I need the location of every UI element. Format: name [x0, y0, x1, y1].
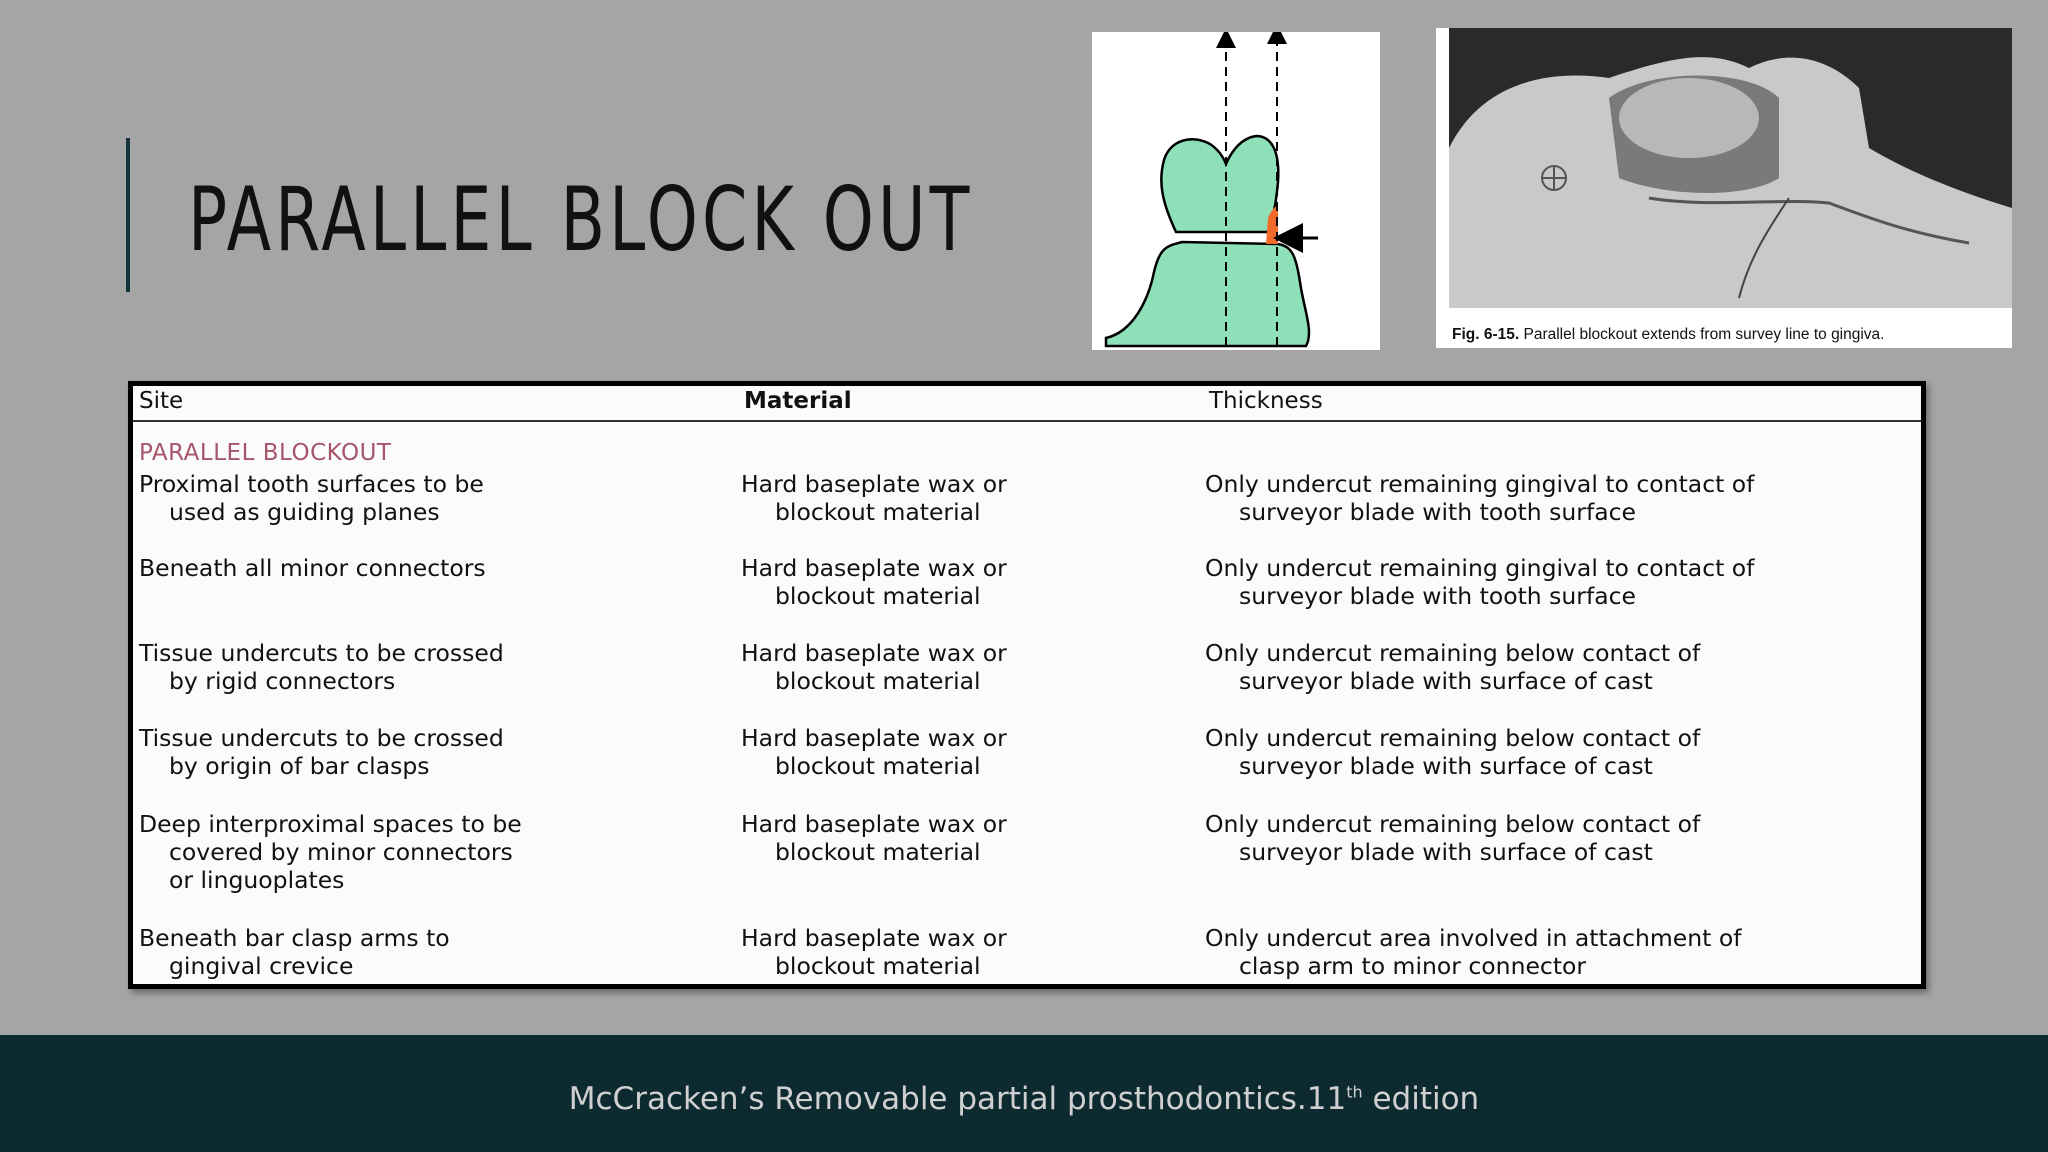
footer-citation-sup: th	[1346, 1082, 1363, 1102]
footer-citation-suffix: edition	[1362, 1081, 1480, 1117]
cast-photo	[1449, 28, 2012, 308]
footer-citation	[0, 1081, 2048, 1117]
header-material: Material	[744, 388, 852, 414]
footer-bar	[0, 1035, 2048, 1152]
section-heading: PARALLEL BLOCKOUT	[139, 440, 392, 466]
row-2-thickness: Only undercut remaining gingival to contact of surveyor blade with tooth surface	[1205, 554, 1755, 610]
row-2-material: Hard baseplate wax or blockout material	[741, 554, 1007, 610]
row-3-site: Tissue undercuts to be crossed by rigid connectors	[139, 639, 504, 695]
row-5-site: Deep interproximal spaces to be covered by minor connectors or linguoplates	[139, 810, 522, 894]
header-rule	[133, 420, 1921, 422]
slide-title: PARALLEL BLOCK OUT	[188, 168, 974, 271]
title-accent-bar	[126, 138, 130, 292]
header-thickness: Thickness	[1209, 388, 1323, 414]
figure-caption-text: Parallel blockout extends from survey line to gingiva.	[1523, 326, 1885, 343]
header-site: Site	[139, 388, 184, 414]
row-4-site: Tissue undercuts to be crossed by origin of bar clasps	[139, 724, 504, 780]
tooth-diagram	[1092, 32, 1380, 350]
row-5-thickness: Only undercut remaining below contact of surveyor blade with surface of cast	[1205, 810, 1701, 866]
row-4-material: Hard baseplate wax or blockout material	[741, 724, 1007, 780]
crown-shape	[1161, 136, 1278, 232]
figure-caption	[1452, 326, 1885, 344]
row-4-thickness: Only undercut remaining below contact of surveyor blade with surface of cast	[1205, 724, 1701, 780]
row-3-material: Hard baseplate wax or blockout material	[741, 639, 1007, 695]
row-3-thickness: Only undercut remaining below contact of surveyor blade with surface of cast	[1205, 639, 1701, 695]
row-2-site: Beneath all minor connectors	[139, 554, 486, 582]
row-6-material: Hard baseplate wax or blockout material	[741, 924, 1007, 980]
footer-citation-text: McCracken’s Removable partial prosthodontics.11	[568, 1081, 1347, 1117]
tooth-diagram-svg	[1092, 32, 1380, 350]
row-1-thickness: Only undercut remaining gingival to contact of surveyor blade with tooth surface	[1205, 470, 1755, 526]
figure-caption-label: Fig. 6-15.	[1452, 326, 1520, 343]
blockout-table	[128, 381, 1926, 989]
row-1-material: Hard baseplate wax or blockout material	[741, 470, 1007, 526]
row-5-material: Hard baseplate wax or blockout material	[741, 810, 1007, 866]
row-6-thickness: Only undercut area involved in attachment of clasp arm to minor connector	[1205, 924, 1742, 980]
row-1-site: Proximal tooth surfaces to be used as guiding planes	[139, 470, 484, 526]
gingiva-shape	[1106, 242, 1309, 346]
cast-photo-svg	[1449, 28, 2012, 308]
row-6-site: Beneath bar clasp arms to gingival crevice	[139, 924, 450, 980]
cast-photo-figure	[1436, 28, 2012, 348]
